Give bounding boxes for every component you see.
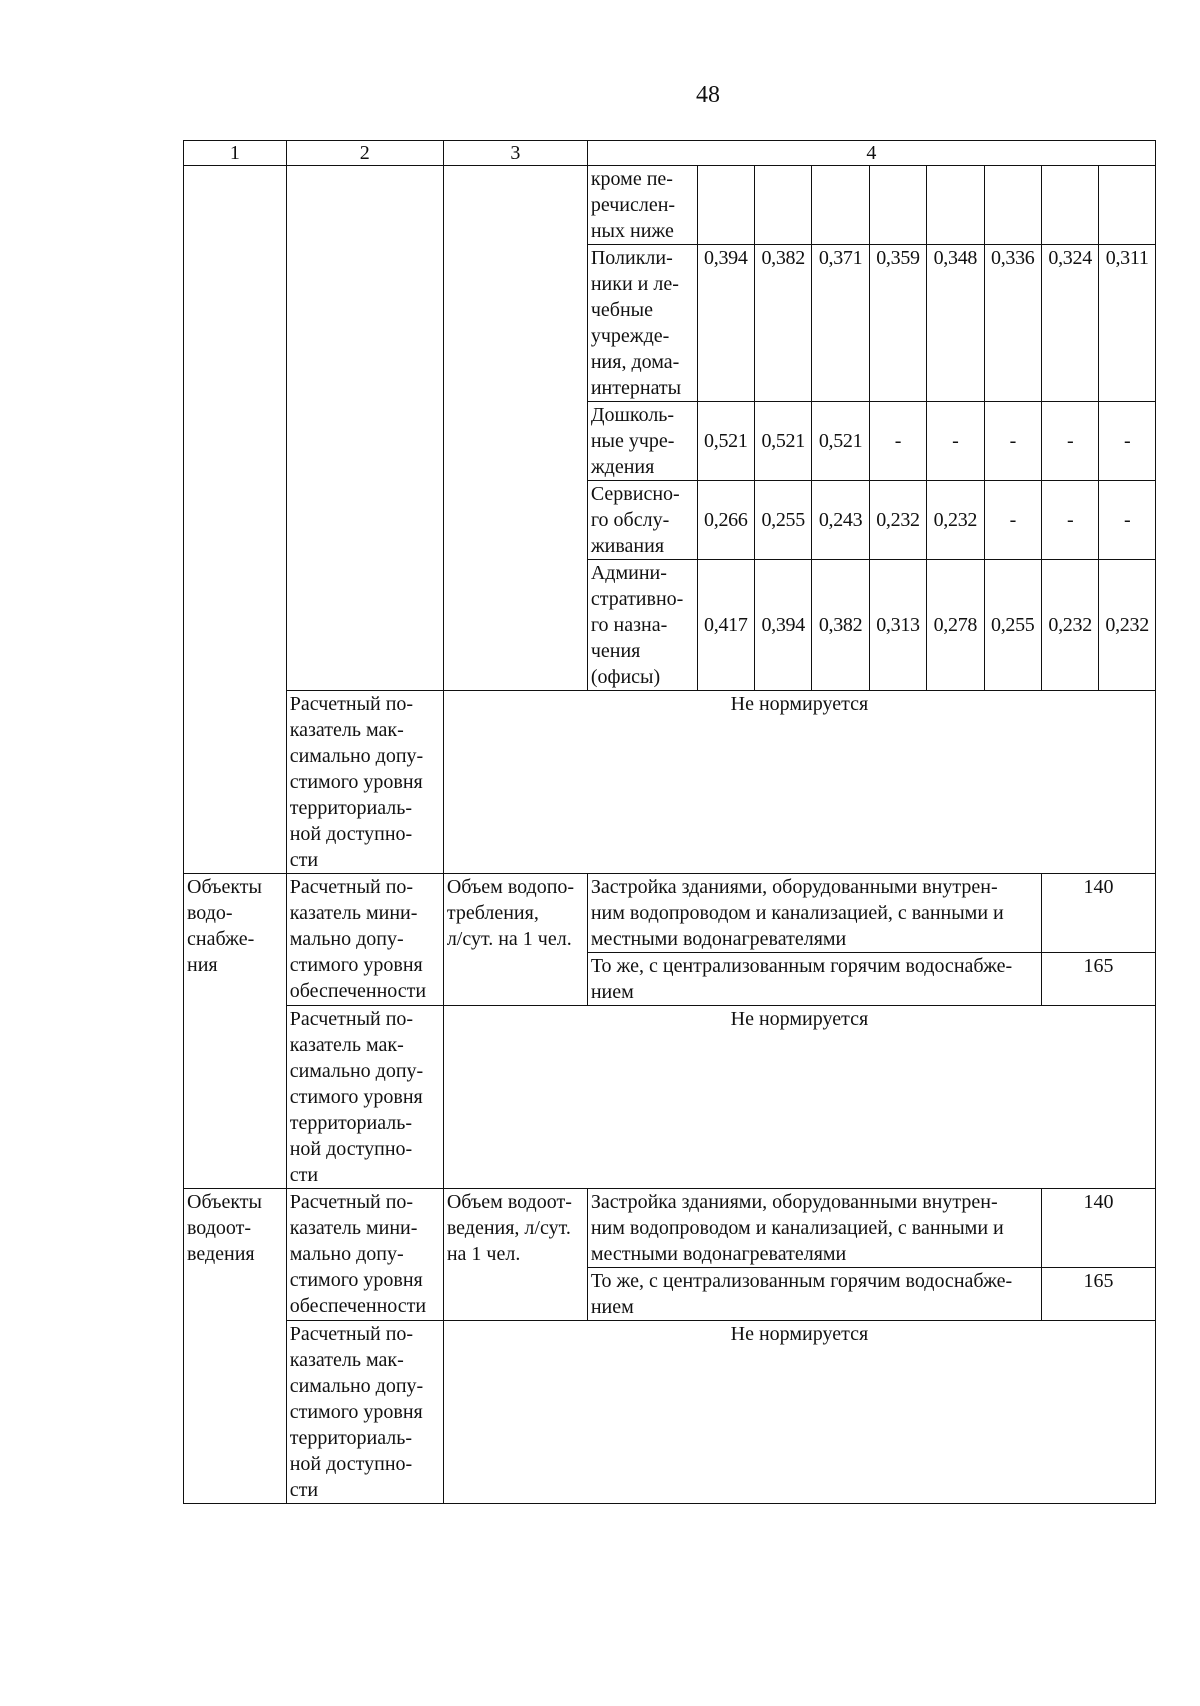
value-cell: - [1099,481,1156,560]
table-row [184,1006,1156,1189]
value-cell: 0,278 [927,560,984,691]
value-cell: 0,417 [697,560,754,691]
table-row [184,166,1156,245]
not-normed-text: Не нормируется [443,1321,1155,1504]
max-indicator-label: Расчетный по- казатель мак- симально допу- стимого уровня территориаль- ной доступно- сти [286,1006,443,1189]
empty-cell [184,166,287,874]
value-cell: 0,313 [869,560,926,691]
value-cell: 0,311 [1099,245,1156,402]
building-type-label: кроме пе- речислен- ных ниже [587,166,697,245]
value-cell: 0,266 [697,481,754,560]
table-row [184,874,1156,953]
value-cell: - [1041,481,1098,560]
value-cell: 0,382 [755,245,812,402]
value-cell: 0,232 [1099,560,1156,691]
table-row [184,691,1156,874]
development-type-text: Застройка зданиями, оборудованными внутрен- ним водопроводом и канализацией, с ванными и местными водонагревателями [587,874,1041,953]
standards-table [183,140,1156,1504]
norm-value: 165 [1041,1268,1155,1321]
development-type-text: То же, с централизованным горячим водоснабже- нием [587,1268,1041,1321]
norm-value: 165 [1041,953,1155,1006]
value-cell: 0,521 [755,402,812,481]
value-cell [927,166,984,245]
measure-label: Объем водоот- ведения, л/сут. на 1 чел. [443,1189,587,1321]
value-cell: - [984,481,1041,560]
value-cell: 0,232 [927,481,984,560]
value-cell: 0,382 [812,560,869,691]
not-normed-text: Не нормируется [443,691,1155,874]
object-type-label: Объекты водо- снабже- ния [184,874,287,1189]
value-cell: 0,394 [755,560,812,691]
empty-cell [286,166,443,691]
empty-cell [443,166,587,691]
building-type-label: Сервисно- го обслу- живания [587,481,697,560]
building-type-label: Дошколь- ные учре- ждения [587,402,697,481]
building-type-label: Админи- стративно- го назна- чения (офисы) [587,560,697,691]
value-cell: 0,359 [869,245,926,402]
value-cell: 0,521 [812,402,869,481]
table-row [184,1189,1156,1268]
value-cell: 0,232 [1041,560,1098,691]
object-type-label: Объекты водоот- ведения [184,1189,287,1504]
value-cell: 0,521 [697,402,754,481]
max-indicator-label: Расчетный по- казатель мак- симально допу- стимого уровня территориаль- ной доступно- сти [286,691,443,874]
development-type-text: Застройка зданиями, оборудованными внутрен- ним водопроводом и канализацией, с ванными и местными водонагревателями [587,1189,1041,1268]
value-cell: 0,394 [697,245,754,402]
header-col-2: 2 [286,141,443,166]
development-type-text: То же, с централизованным горячим водоснабже- нием [587,953,1041,1006]
value-cell [812,166,869,245]
value-cell: - [927,402,984,481]
value-cell: 0,255 [755,481,812,560]
table-row [184,1321,1156,1504]
value-cell [1041,166,1098,245]
norm-value: 140 [1041,874,1155,953]
value-cell: - [869,402,926,481]
min-indicator-label: Расчетный по- казатель мини- мально допу- стимого уровня обеспеченности [286,874,443,1006]
value-cell: 0,336 [984,245,1041,402]
value-cell: - [984,402,1041,481]
min-indicator-label: Расчетный по- казатель мини- мально допу- стимого уровня обеспеченности [286,1189,443,1321]
header-col-3: 3 [443,141,587,166]
value-cell [869,166,926,245]
max-indicator-label: Расчетный по- казатель мак- симально допу- стимого уровня территориаль- ной доступно- сти [286,1321,443,1504]
page-number: 48 [696,82,720,108]
header-col-1: 1 [184,141,287,166]
norm-value: 140 [1041,1189,1155,1268]
value-cell: 0,348 [927,245,984,402]
value-cell: - [1041,402,1098,481]
building-type-label: Поликли- ники и ле- чебные учрежде- ния, дома- интернаты [587,245,697,402]
value-cell: 0,243 [812,481,869,560]
value-cell: - [1099,402,1156,481]
value-cell [984,166,1041,245]
not-normed-text: Не нормируется [443,1006,1155,1189]
value-cell: 0,371 [812,245,869,402]
value-cell [697,166,754,245]
value-cell: 0,324 [1041,245,1098,402]
header-row [184,141,1156,166]
header-col-4: 4 [587,141,1155,166]
value-cell: 0,255 [984,560,1041,691]
measure-label: Объем водопо- требления, л/сут. на 1 чел. [443,874,587,1006]
value-cell: 0,232 [869,481,926,560]
value-cell [755,166,812,245]
value-cell [1099,166,1156,245]
